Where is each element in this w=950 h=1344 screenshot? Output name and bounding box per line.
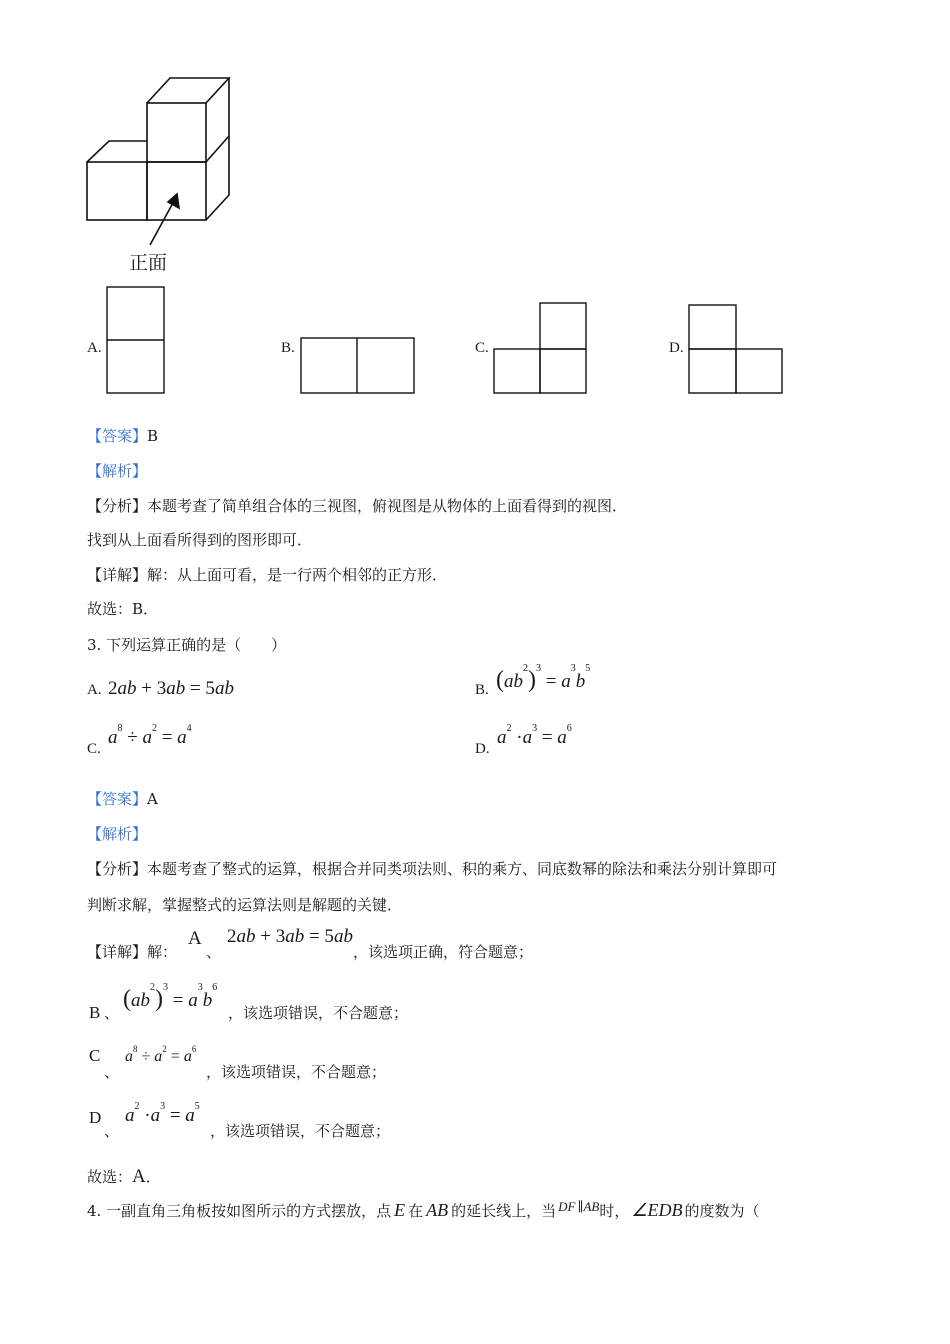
- xiangjie-tag: 【详解】: [87, 566, 148, 584]
- front-label: 正面: [129, 252, 168, 274]
- xiangjie-tag: 【详解】: [87, 943, 148, 961]
- answer-tag: 【答案】: [87, 427, 148, 445]
- q2-option-a-label: A.: [87, 340, 102, 356]
- q3-option-b-label: B.: [475, 682, 489, 698]
- q2-option-c-figure: [493, 302, 589, 396]
- q4-t1: 4. 一副直角三角板按如图所示的方式摆放，点: [87, 1202, 392, 1220]
- q3-option-a-label: A.: [87, 682, 102, 698]
- item-b-label: B: [89, 1003, 101, 1022]
- analysis-tag: 【解析】: [87, 825, 148, 843]
- fenxi-text: 本题考查了整式的运算，根据合并同类项法则、积的乘方、同底数幂的除法和乘法分别计算即可: [147, 860, 778, 878]
- answer-value: B: [147, 427, 159, 445]
- q2-option-b-label: B.: [281, 340, 295, 356]
- item-d-comment: ，该选项错误，不合题意；: [210, 1122, 391, 1140]
- item-c-sep: 、: [104, 1063, 120, 1081]
- q3-option-c-label: C.: [87, 741, 101, 757]
- q2-line2: 找到从上面看所得到的图形即可．: [87, 531, 313, 549]
- final-prefix: 故选：: [87, 1168, 133, 1186]
- q3-final: [87, 1166, 161, 1188]
- item-a-label: A: [188, 928, 202, 949]
- cube-figure: [80, 70, 240, 230]
- q4-parallel: ∥: [577, 1200, 584, 1215]
- fenxi-tag: 【分析】: [87, 860, 148, 878]
- item-d-label: D: [89, 1108, 102, 1127]
- q2-option-c-label: C.: [475, 340, 489, 356]
- item-b-comment: ，该选项错误，不合题意；: [228, 1004, 409, 1022]
- q4-t2: 在: [408, 1202, 424, 1220]
- q4-t3: 的延长线上，当: [451, 1202, 557, 1220]
- q2-fenxi-line: [87, 495, 627, 516]
- q4-t5: 的度数为（: [684, 1202, 760, 1220]
- q3-option-d-math: $a^2 \cdot a^3 = a^6$: [497, 723, 572, 748]
- answer-tag: 【答案】: [87, 790, 148, 808]
- q3-answer-line: [87, 788, 158, 809]
- q4-ab: AB: [426, 1200, 449, 1220]
- fenxi-tag: 【分析】: [87, 497, 148, 515]
- q2-option-d-figure: [688, 304, 784, 396]
- q4-point-e: E: [394, 1200, 406, 1220]
- q2-final: 故选：B．: [87, 600, 159, 618]
- q3-fenxi-line2: 判断求解，掌握整式的运算法则是解题的关键．: [87, 896, 403, 914]
- item-d-sep: 、: [104, 1122, 120, 1140]
- item-c-math: $a^8 \div a^2 = a^6$: [125, 1044, 197, 1065]
- final-letter: A: [132, 1166, 146, 1187]
- q4-angle: ∠EDB: [631, 1200, 683, 1220]
- q3-option-a-math: 2ab + 3ab = 5ab: [108, 678, 234, 699]
- q2-answer-line: [87, 425, 158, 446]
- q3-option-c-math: $a^8 \div a^2 = a^4$: [108, 723, 192, 748]
- item-a-math: 2ab + 3ab = 5ab: [227, 926, 353, 947]
- item-a-comment: ，该选项正确，符合题意；: [353, 943, 534, 961]
- item-b-math: $(ab^2)^3 = a^3b^6$: [123, 982, 218, 1012]
- q4-ab2: AB: [583, 1199, 600, 1214]
- q4-t4: 时，: [599, 1202, 630, 1220]
- item-d-math: $a^2 \cdot a^3 = a^5$: [125, 1101, 200, 1126]
- q3-option-d-label: D.: [475, 741, 490, 757]
- q2-option-a-figure: [106, 286, 166, 396]
- item-c-comment: ，该选项错误，不合题意；: [206, 1063, 387, 1081]
- q2-xiangjie-line: [87, 564, 447, 585]
- answer-value: A: [147, 790, 158, 808]
- q4-df: DF: [558, 1199, 576, 1214]
- item-c-label: C: [89, 1046, 101, 1065]
- q3-xiangjie-line: [87, 941, 177, 962]
- fenxi-text: 本题考查了简单组合体的三视图，俯视图是从物体的上面看得到的视图．: [147, 497, 628, 515]
- q3-stem: 3. 下列运算正确的是（ ）: [87, 636, 287, 654]
- q3-option-b-math: $(ab^2)^3 = a^3b^5$: [496, 663, 591, 693]
- xiangjie-text: 解：从上面可看，是一行两个相邻的正方形．: [147, 566, 448, 584]
- q2-option-b-figure: [300, 337, 416, 395]
- item-a-sep: 、: [206, 943, 222, 961]
- q2-option-d-label: D.: [669, 340, 684, 356]
- q3-fenxi-line: [87, 858, 777, 879]
- q4-stem: [87, 1200, 760, 1221]
- xiangjie-lead: 解：: [147, 943, 178, 961]
- final-suffix: ．: [145, 1168, 161, 1186]
- item-b-sep: 、: [104, 1004, 120, 1022]
- analysis-tag: 【解析】: [87, 462, 148, 480]
